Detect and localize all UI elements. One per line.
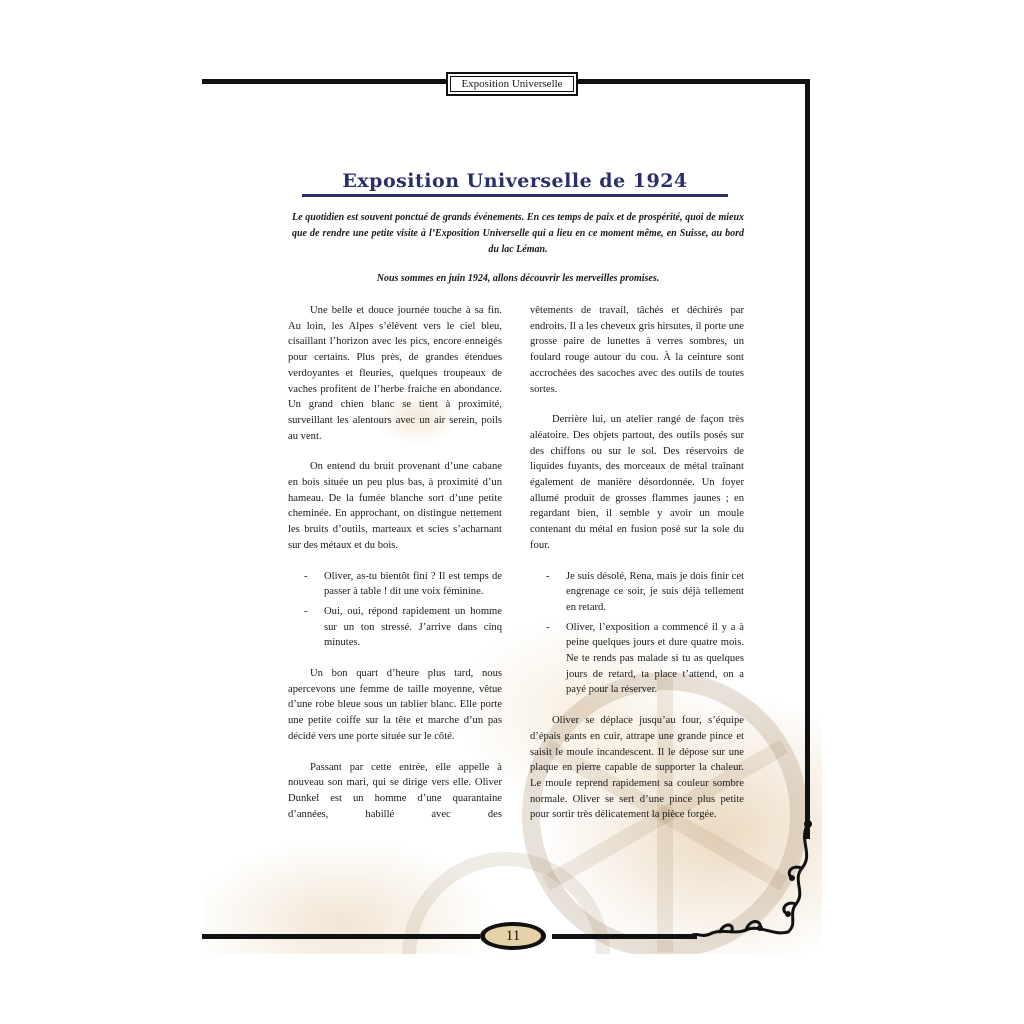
dialog-dash: - (304, 570, 308, 582)
intro-subline: Nous sommes en juin 1924, allons découvrir les merveilles promises. (376, 273, 660, 284)
dialog-text: Oliver, l’exposition a commencé il y a à peine quelques jours et dure quatre mois. Ne te rends pas malade si tu as quelques jours de retard, ta place t’attend, on a payé pour la réserver. (566, 621, 744, 696)
dialog-line (304, 569, 502, 600)
right-border-rule (805, 79, 810, 839)
corner-flourish-icon (690, 820, 820, 944)
paragraph: Oliver se déplace jusqu’au four, s’équipe d’épais gants en cuir, attrape une grande pince et saisit le moule incandescent. Il le dépose sur une plaque en pierre capable de supporter la chaleur. Le moule reprend rapidement sa couleur sombre normale. Oliver se sert d’une pince plus petite pour sortir très délicatement la pièce forgée. (530, 715, 744, 821)
dialog-line (546, 620, 744, 699)
paragraph: Passant par cette entrée, elle appelle à nouveau son mari, qui se dirige vers elle. Oliver Dunkel est un homme d’une quarantaine d’années, habillé avec des (288, 761, 502, 820)
paragraph: vêtements de travail, tâchés et déchirés par endroits. Il a les cheveux gris hirsutes, il porte une grosse paire de lunettes à verres sombres, un foulard rouge autour du cou. À la ceinture sont accrochées des sacoches avec des outils de toutes sortes. (530, 305, 744, 395)
running-header (446, 72, 578, 96)
paragraph: On entend du bruit provenant d’une cabane en bois située un peu plus bas, à proximité d’un hameau. De la fumée blanche sort d’une petite cheminée. En approchant, on distingue nettement les bruits d’outils, marteaux et scies s’acharnant sur des métaux et du bois. (288, 461, 502, 551)
running-header-label: Exposition Universelle (461, 78, 563, 90)
page-title: Exposition Universelle de 1924 (342, 170, 688, 192)
dialog-text: Je suis désolé, Rena, mais je dois finir cet engrenage ce soir, je suis déjà tellement en retard. (566, 570, 744, 613)
dialog-line (546, 569, 744, 616)
title-underline (302, 194, 728, 197)
dialog-text: Oui, oui, répond rapidement un homme sur un ton stressé. J’arrive dans cinq minutes. (324, 605, 502, 649)
intro-paragraph: Le quotidien est souvent ponctué de grands événements. En ces temps de paix et de prospérité, quoi de mieux que de rendre une petite visite à l’Exposition Universelle qui a lieu en ce moment même, en Suisse, au bord du lac Léman. (292, 212, 744, 255)
paragraph: Un bon quart d’heure plus tard, nous apercevons une femme de taille moyenne, vêtue d’une robe bleue sous un tablier blanc. Elle porte une petite coiffe sur la tête et marche d’un pas décidé vers une porte située sur le côté. (288, 668, 502, 742)
dialog-line (304, 604, 502, 651)
dialog-dash: - (304, 605, 308, 617)
page-number-badge (480, 922, 546, 950)
dialog-dash: - (546, 570, 550, 582)
left-column (288, 303, 502, 837)
dialog-block (530, 569, 744, 699)
footer-rule-right (552, 934, 697, 939)
dialog-dash: - (546, 621, 550, 633)
page-number: 11 (485, 926, 541, 946)
dialog-text: Oliver, as-tu bientôt fini ? Il est temps de passer à table ! dit une voix féminine. (324, 570, 502, 598)
right-column (530, 303, 744, 838)
paragraph: Derrière lui, un atelier rangé de façon très aléatoire. Des objets partout, des outils posés sur des chiffons ou sur le sol. Des réservoirs de liquides fuyants, des morceaux de métal traînant également de manière désordonnée. Un foyer allumé produit de grosses flammes jaunes ; en regardant bien, il semble y avoir un moule contenant du métal en fusion posé sur la sole du four. (530, 414, 744, 551)
dialog-block (288, 569, 502, 652)
paragraph: Une belle et douce journée touche à sa fin. Au loin, les Alpes s’élèvent vers le ciel bleu, cisaillant l’horizon avec les pics, encore enneigés pour certains. Plus près, de grandes étendues verdoyantes et fleuries, quelques troupeaux de vaches profitent de l’herbe fraiche en abondance. Un grand chien blanc se tient à proximité, surveillant les alentours avec un air serein, poils au vent. (288, 305, 502, 442)
footer-rule-left (202, 934, 480, 939)
